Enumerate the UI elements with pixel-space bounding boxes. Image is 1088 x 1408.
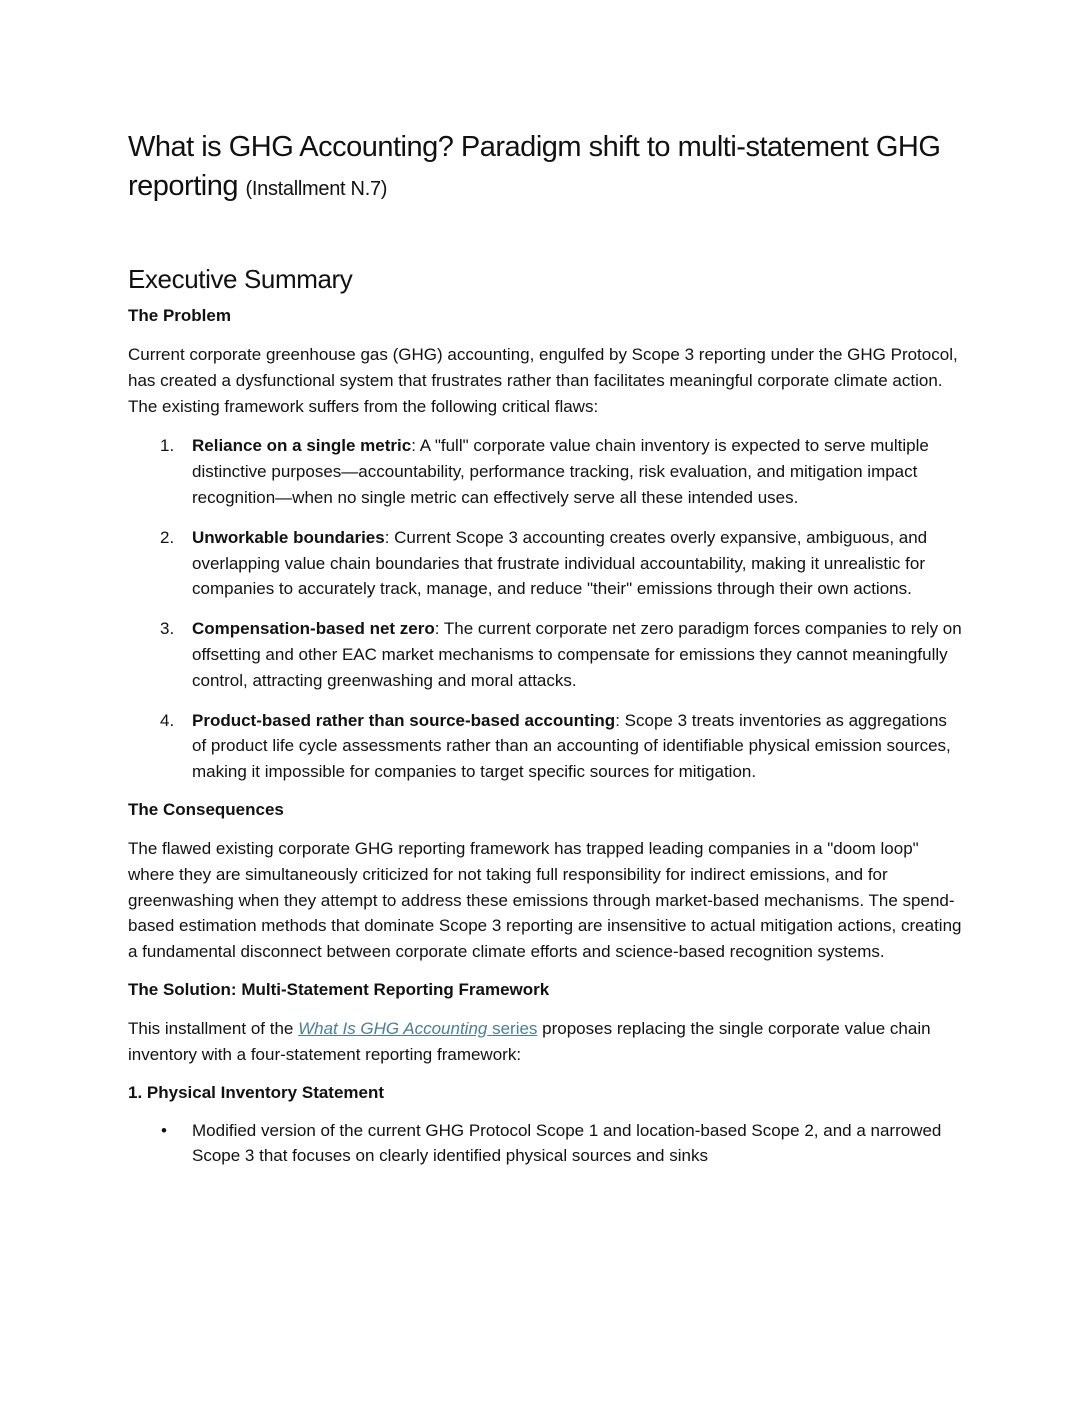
list-item — [128, 525, 964, 602]
flaw-label: Reliance on a single metric — [192, 436, 412, 456]
flaw-text: : The current corporate net zero paradigm forces companies to rely on offsetting and other EAC market mechanisms to compensate for emissions they cannot meaningfully control, attracting greenwashing and moral attacks. — [192, 619, 962, 690]
solution-text-before: This installment of the — [128, 1018, 299, 1038]
flaw-label: Product-based rather than source-based accounting — [192, 710, 616, 730]
consequences-text: The flawed existing corporate GHG reporting framework has trapped leading companies in a "doom loop" where they are simultaneously criticized for not taking full responsibility for indirect emissions, and for greenwashing when they attempt to address these emissions through market-based mechanisms. The spend-based estimation methods that dominate Scope 3 reporting are insensitive to actual mitigation actions, creating a fundamental disconnect between corporate climate efforts and science-based recognition systems. — [128, 838, 962, 962]
problem-heading: The Problem — [128, 306, 231, 325]
list-item — [128, 616, 964, 693]
flaw-text: : Scope 3 treats inventories as aggregations of product life cycle assessments rather than an accounting of identifiable physical emission sources, making it impossible for companies to target specific sources for mitigation. — [192, 710, 951, 782]
flaws-list — [128, 433, 964, 785]
series-link-rest: series — [487, 1018, 538, 1038]
list-item — [128, 433, 964, 510]
series-link[interactable] — [298, 1019, 537, 1038]
series-link-italic: What Is GHG Accounting — [298, 1018, 488, 1038]
executive-summary-heading: Executive Summary — [128, 264, 353, 294]
list-number: 2. — [160, 527, 175, 547]
solution-heading: The Solution: Multi-Statement Reporting Framework — [128, 979, 550, 999]
statement1-heading: 1. Physical Inventory Statement — [128, 1082, 385, 1102]
statement1-bullets — [128, 1118, 964, 1170]
solution-text-after: proposes replacing the single corporate value chain inventory with a four-statement reporting framework: — [128, 1018, 931, 1064]
list-item — [128, 1118, 964, 1170]
list-number: 3. — [160, 619, 175, 639]
document-page — [128, 128, 964, 1169]
consequences-heading: The Consequences — [128, 799, 284, 819]
flaw-text: : A "full" corporate value chain inventory is expected to serve multiple distinctive purposes—accountability, performance tracking, risk evaluation, and mitigation impact recognition—when no single metric can effectively serve all these intended uses. — [192, 436, 929, 507]
flaw-label: Unworkable boundaries — [192, 527, 385, 547]
document-title — [128, 128, 964, 209]
bullet-glyph: • — [161, 1120, 167, 1140]
solution-text — [128, 1016, 964, 1068]
list-number: 1. — [160, 436, 175, 456]
title-main: What is GHG Accounting? Paradigm shift to multi-statement GHG reporting — [128, 131, 941, 202]
list-item — [128, 708, 964, 785]
title-installment: (Installment N.7) — [245, 178, 388, 200]
list-number: 4. — [160, 710, 175, 730]
flaw-label: Compensation-based net zero — [192, 619, 435, 639]
bullet-text: Modified version of the current GHG Protocol Scope 1 and location-based Scope 2, and a narrowed Scope 3 that focuses on clearly identified physical sources and sinks — [192, 1120, 942, 1166]
problem-intro: Current corporate greenhouse gas (GHG) accounting, engulfed by Scope 3 reporting under the GHG Protocol, has created a dysfunctional system that frustrates rather than facilitates meaningful corporate climate action. The existing framework suffers from the following critical flaws: — [128, 345, 958, 416]
flaw-text: : Current Scope 3 accounting creates overly expansive, ambiguous, and overlapping value chain boundaries that frustrate individual accountability, making it unrealistic for companies to accurately track, manage, and reduce "their" emissions through their own actions. — [192, 527, 928, 599]
